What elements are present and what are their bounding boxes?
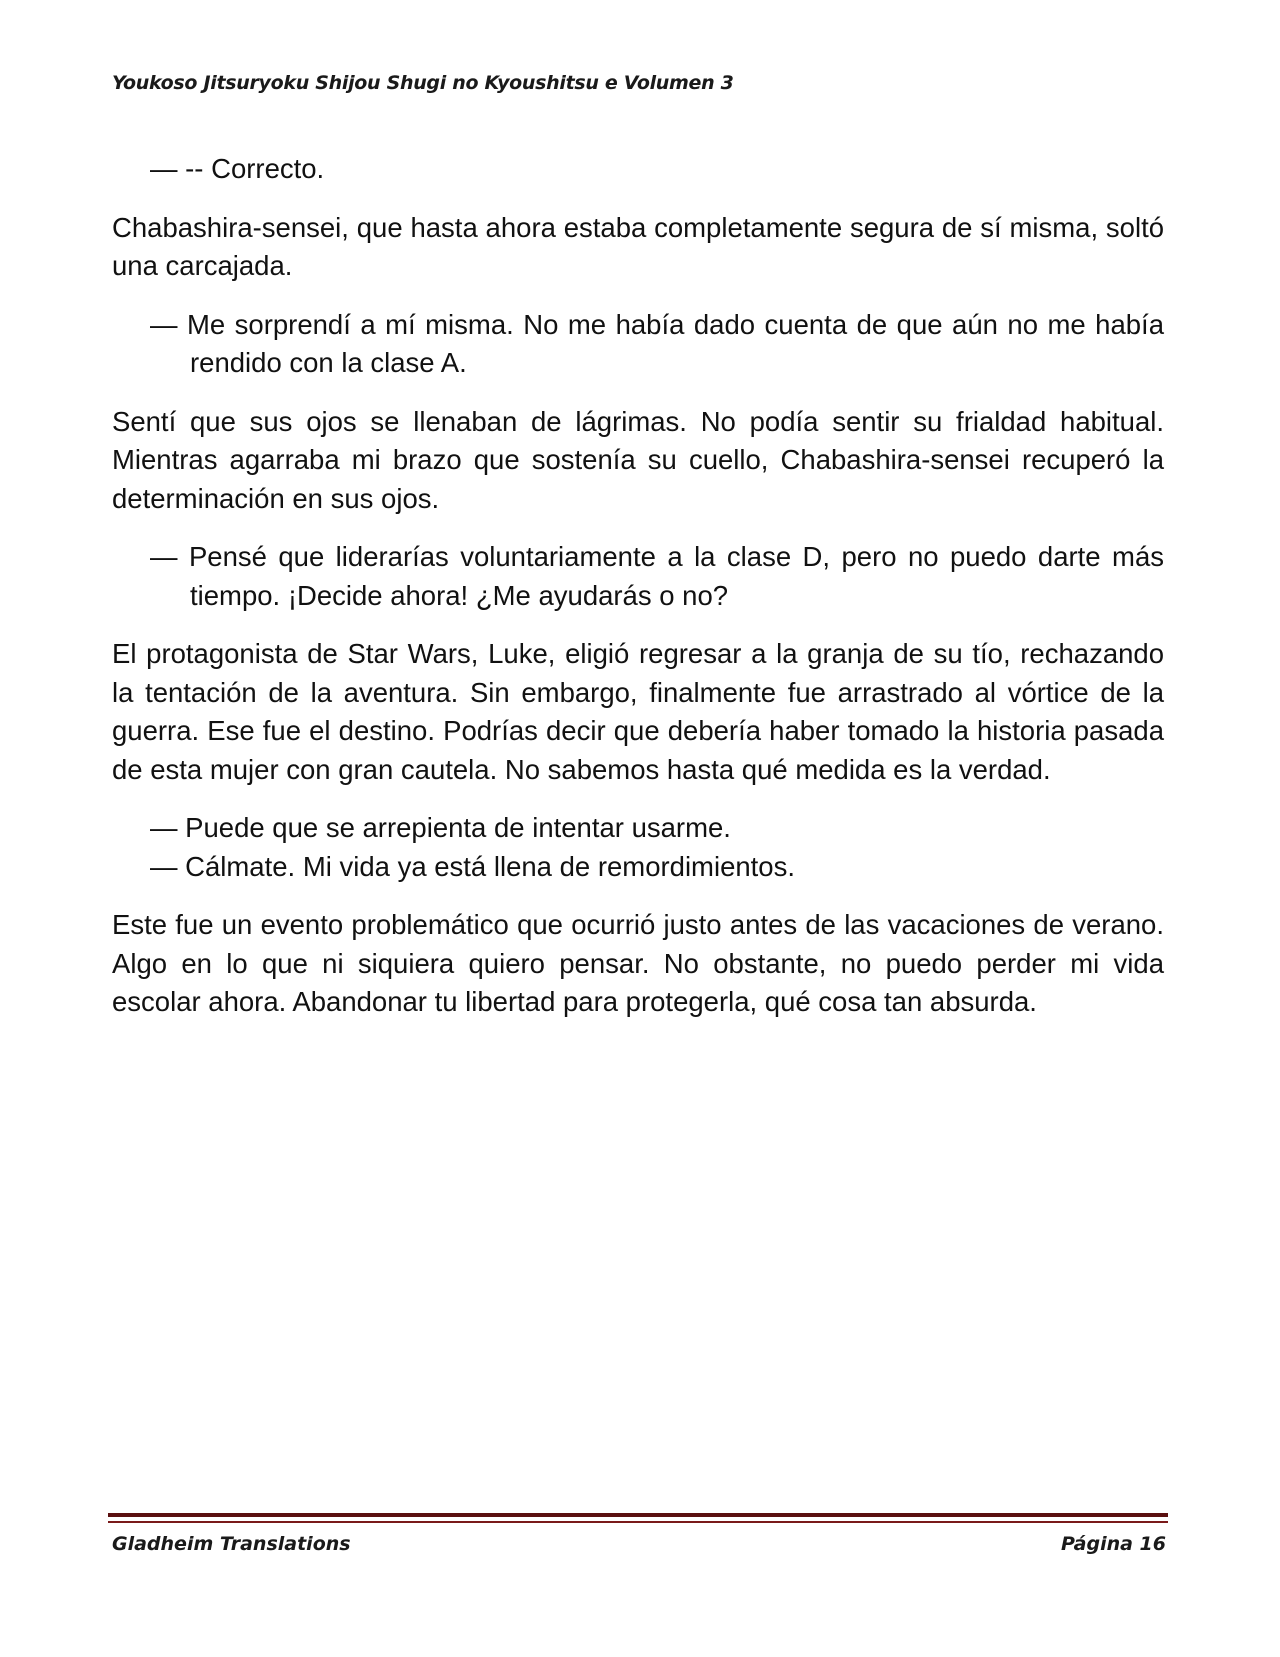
dialogue-line: — Pensé que liderarías voluntariamente a la clase D, pero no puedo darte más tiempo. ¡Decide ahora! ¿Me ayudarás o no? [150, 541, 1164, 611]
dialogue-line: — -- Correcto. [150, 153, 325, 184]
narration-paragraph: Chabashira-sensei, que hasta ahora estaba completamente segura de sí misma, soltó una carcajada. [112, 211, 1164, 281]
footer-credit: Gladheim Translations [112, 1533, 351, 1555]
dialogue-line: — Puede que se arrepienta de intentar usarme. [150, 812, 731, 843]
page-body [112, 150, 1164, 1042]
dialogue-group [112, 809, 1164, 886]
narration-paragraph: Sentí que sus ojos se llenaban de lágrimas. No podía sentir su frialdad habitual. Mientras agarraba mi brazo que sostenía su cuello, Chabashira-sensei recuperó la determinación en sus ojos. [112, 405, 1164, 514]
narration-paragraph: Este fue un evento problemático que ocurrió justo antes de las vacaciones de verano. Algo en lo que ni siquiera quiero pensar. No obstante, no puedo perder mi vida escolar ahora. Abandonar tu libertad para protegerla, qué cosa tan absurda. [112, 909, 1164, 1017]
narration-paragraph: El protagonista de Star Wars, Luke, eligió regresar a la granja de su tío, rechazando la tentación de la aventura. Sin embargo, finalmente fue arrastrado al vórtice de la guerra. Ese fue el destino. Podrías decir que debería haber tomado la historia pasada de esta mujer con gran cautela. No sabemos hasta qué medida es la verdad. [112, 638, 1164, 785]
running-header: Youkoso Jitsuryoku Shijou Shugi no Kyoushitsu e Volumen 3 [112, 72, 734, 94]
page-number: Página 16 [1060, 1533, 1166, 1555]
footer-divider-thin [108, 1521, 1168, 1523]
dialogue-line: — Me sorprendí a mí misma. No me había dado cuenta de que aún no me había rendido con la clase A. [150, 308, 1164, 378]
footer-divider [108, 1513, 1168, 1517]
dialogue-line: — Cálmate. Mi vida ya está llena de remordimientos. [150, 850, 795, 882]
